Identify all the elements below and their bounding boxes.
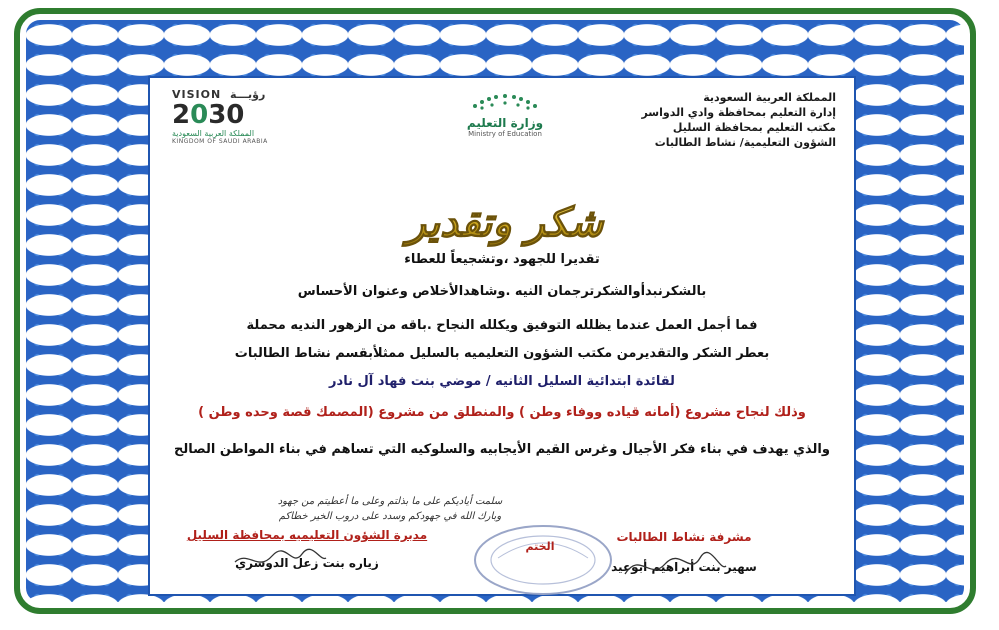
- title-text: شكر وتقدير: [406, 199, 604, 246]
- ministry-name-ar: وزارة التعليم: [466, 116, 544, 130]
- ministry-dots-icon: [470, 90, 540, 112]
- issuer-header: [596, 90, 836, 150]
- goal-line: والذي يهدف في بناء فكر الأجيال وغرس القيم الأيجابيه والسلوكيه التي تساهم في بناء المواطن الصالح: [174, 442, 830, 457]
- supervisor-signature: [620, 546, 730, 586]
- issuer-line-office: مكتب التعليم بمحافظة السليل: [672, 121, 836, 134]
- body-line-1: بالشكرنبدأوالشكرترجمان النيه .وشاهدالأخلاص وعنوان الأحساس: [297, 284, 707, 299]
- thanks-title-calligraphy: [360, 186, 650, 256]
- supervisor-title: مشرفة نشاط الطالبات: [616, 530, 752, 544]
- supervisor-name: سهير بنت أبراهيم أبوعيد: [611, 560, 757, 574]
- vision-year-c: 30: [208, 100, 245, 130]
- stamp-label: الختم: [525, 540, 555, 553]
- certificate-panel: [148, 76, 856, 596]
- ministry-name-en: Ministry of Education: [468, 130, 542, 138]
- vision-2030-logo: [172, 88, 302, 145]
- vision-year-b: 0: [190, 100, 209, 130]
- body-line-2: فما أجمل العمل عندما يظلله التوفيق ويكلله النجاح .باقه من الزهور النديه محملة: [246, 318, 758, 333]
- certificate-frame: [14, 8, 976, 614]
- director-name: زياره بنت زعل الدوسري: [235, 556, 379, 570]
- recipient-line: لقائدة ابتدائية السليل الثانيه / موضي بنت فهاد آل نادر: [329, 374, 675, 389]
- vision-label-en: VISION: [172, 88, 222, 101]
- issuer-line-department: الشؤون التعليمية/ نشاط الطالبات: [654, 136, 836, 149]
- director-title: مدبرة الشؤون التعليميه بمحافظة السليل: [186, 528, 428, 542]
- issuer-line-directorate: إدارة التعليم بمحافظة وادي الدواسر: [641, 106, 836, 119]
- vision-year: [172, 101, 302, 129]
- issuer-line-country: المملكة العربية السعودية: [703, 91, 836, 104]
- project-line: وذلك لنجاح مشروع (أمانه قياده ووفاء وطن ) والمنطلق من مشروع (المصمك قصة وحده وطن ): [198, 405, 806, 420]
- vision-kingdom-en: KINGDOM OF SAUDI ARABIA: [172, 138, 268, 145]
- certificate-subtitle: تقديرا للجهود ،وتشجيعاً للعطاء: [404, 252, 600, 267]
- vision-label-ar: رؤيـــة: [230, 88, 266, 101]
- vision-kingdom-ar: المملكة العربية السعودية: [172, 129, 255, 138]
- director-signature: [230, 540, 330, 580]
- official-stamp: [468, 518, 618, 598]
- dua-line-1: سلمت أياديكم على ما بذلتم وعلى ما أعطيتم من جهود: [277, 496, 503, 507]
- dua-line-2: وبارك الله في جهودكم وسدد على دروب الخير خطاكم: [278, 511, 502, 522]
- body-line-3: بعطر الشكر والتقديرمن مكتب الشؤون التعليميه بالسليل ممثلأبقسم نشاط الطالبات: [234, 346, 770, 361]
- vision-year-a: 2: [172, 100, 191, 130]
- ministry-logo: [450, 90, 560, 138]
